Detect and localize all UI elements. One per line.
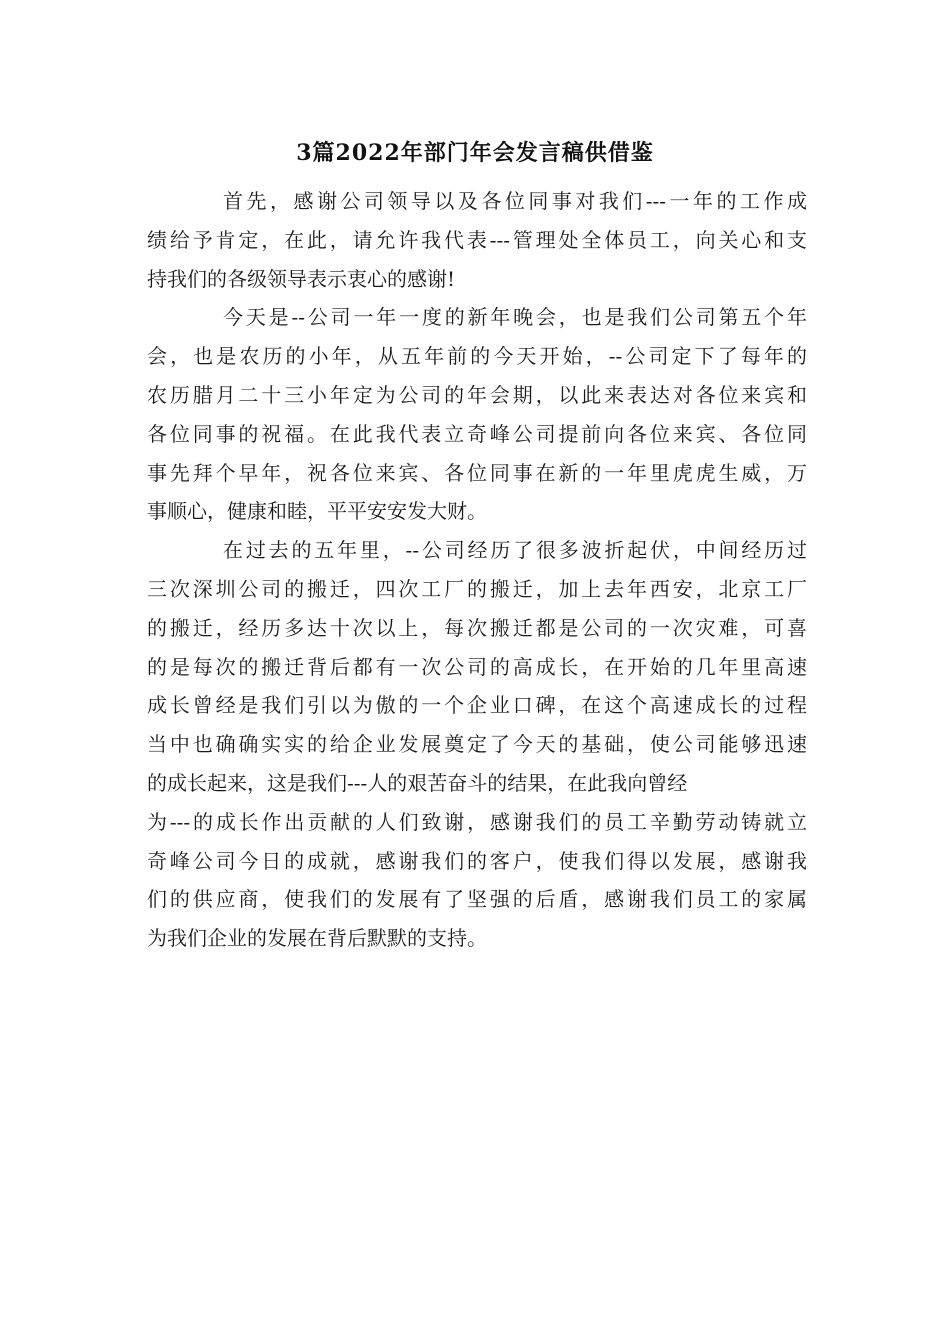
text-line: 各位同事的祝福。在此我代表立奇峰公司提前向各位来宾、各位同 (147, 421, 807, 446)
text-line: 奇峰公司今日的成就，感谢我们的客户，使我们得以发展，感谢我 (147, 848, 807, 873)
text-line: 三次深圳公司的搬迁，四次工厂的搬迁，加上去年西安，北京工厂 (147, 576, 807, 601)
document-title: 3篇2022年部门年会发言稿供借鉴 (296, 140, 654, 166)
text-line: 首先，感谢公司领导以及各位同事对我们---一年的工作成 (223, 189, 807, 213)
text-line: 农历腊月二十三小年定为公司的年会期，以此来表达对各位来宾和 (147, 382, 807, 407)
text-line: 持我们的各级领导表示衷心的感谢! (147, 266, 456, 291)
text-line: 会，也是农历的小年，从五年前的今天开始，--公司定下了每年的 (147, 344, 807, 369)
text-line: 当中也确确实实的给企业发展奠定了今天的基础，使公司能够迅速 (147, 732, 807, 757)
text-line: 绩给予肯定，在此，请允许我代表---管理处全体员工，向关心和支 (147, 227, 807, 252)
text-line: 今天是--公司一年一度的新年晚会，也是我们公司第五个年 (223, 305, 807, 330)
text-line: 的搬迁，经历多达十次以上，每次搬迁都是公司的一次灾难，可喜 (147, 615, 807, 640)
text-line: 为---的成长作出贡献的人们致谢，感谢我们的员工辛勤劳动铸就立 (147, 809, 807, 834)
text-line: 们的供应商，使我们的发展有了坚强的后盾，感谢我们员工的家属 (147, 887, 807, 912)
document-body (147, 182, 807, 958)
text-line: 事先拜个早年，祝各位来宾、各位同事在新的一年里虎虎生威，万 (147, 460, 807, 485)
text-line: 成长曾经是我们引以为傲的一个企业口碑，在这个高速成长的过程 (147, 693, 807, 718)
text-line: 的成长起来，这是我们---人的艰苦奋斗的结果，在此我向曾经 (147, 770, 688, 795)
text-line: 在过去的五年里，--公司经历了很多波折起伏，中间经历过 (223, 538, 807, 563)
text-line: 为我们企业的发展在背后默默的支持。 (147, 926, 487, 951)
text-line: 的是每次的搬迁背后都有一次公司的高成长，在开始的几年里高速 (147, 654, 807, 679)
text-line: 事顺心，健康和睦，平平安安发大财。 (147, 499, 487, 524)
